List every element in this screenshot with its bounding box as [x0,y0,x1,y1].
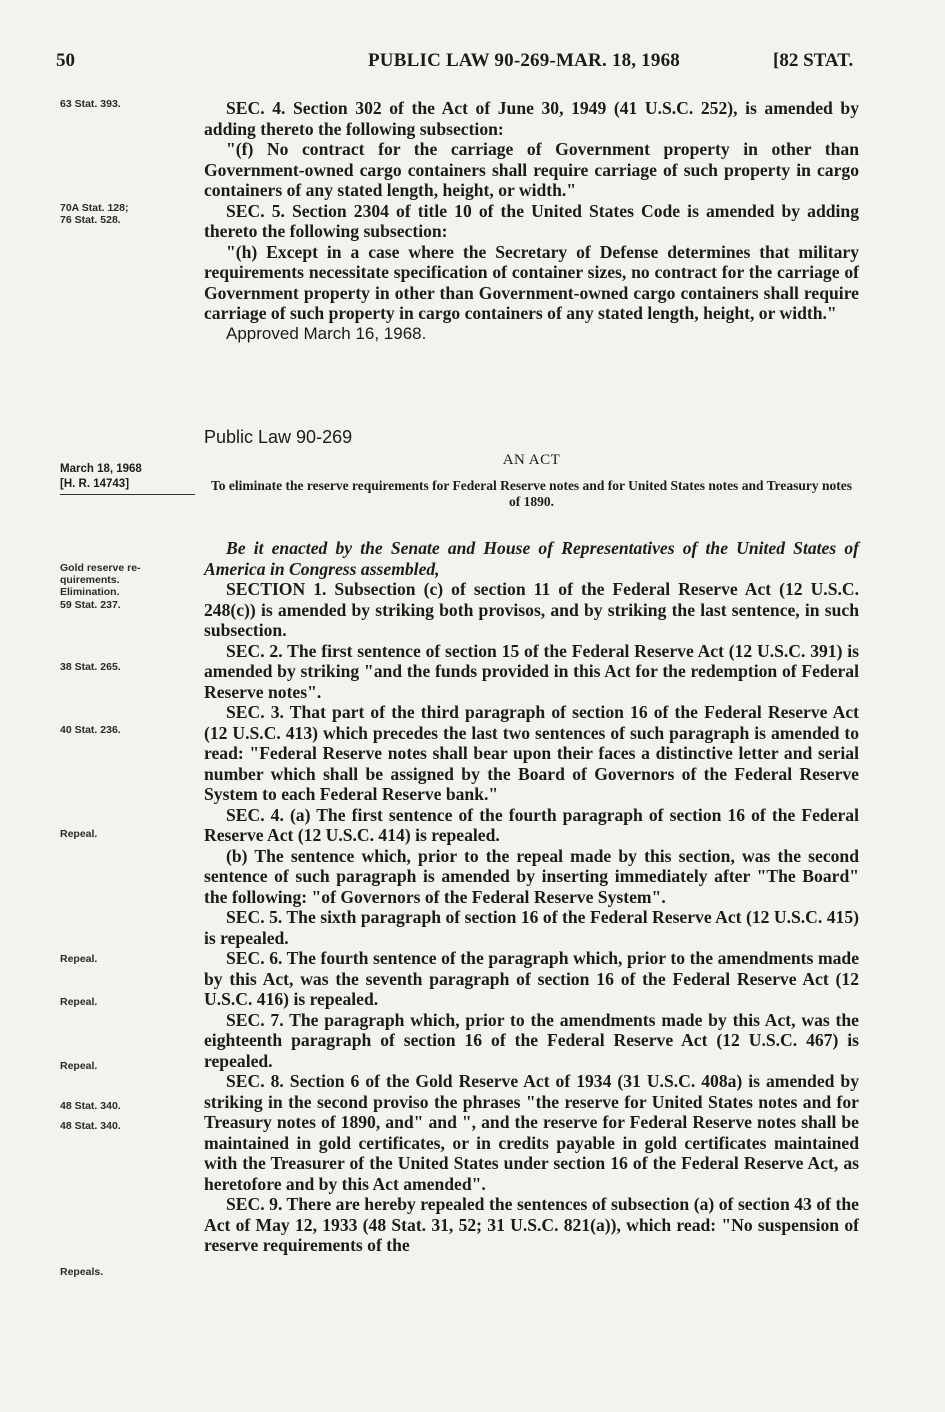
margin-divider [60,494,195,495]
margin-note-repeal: Repeal. [60,828,98,840]
running-title: PUBLIC LAW 90-269-MAR. 18, 1968 [368,50,680,71]
act-section-3: SEC. 3. That part of the third paragraph of section 16 of the Federal Reserve Act (12 U.S.C. 413) which precedes the last two sentences of such paragraph is amended to read: "Federal Reserve notes shall bear upon their faces a distinctive letter and serial number which shall be assigned by the Board of Governors of the Federal Reserve System to each Federal Reserve bank." [204,702,859,804]
margin-note-elimination: Elimination. [60,586,120,598]
margin-note-48-stat: 48 Stat. 340. [60,1100,121,1112]
act-section-1: SECTION 1. Subsection (c) of section 11 of the Federal Reserve Act (12 U.S.C. 248(c)) is amended by striking both provisos, and by striking the last sentence, in such subsection. [204,579,859,640]
bill-number: [H. R. 14743] [60,478,130,490]
margin-note-38-stat: 38 Stat. 265. [60,661,121,673]
act-section-4a: SEC. 4. (a) The first sentence of the fourth paragraph of section 16 of the Federal Reserve Act (12 U.S.C. 414) is repealed. [204,804,859,845]
act-section-4b: (b) The sentence which, prior to the repeal made by this section, was the second sentence of such paragraph is amended by inserting immediately after "The Board" the following: "of Governors of the Federal Reserve System". [204,845,859,907]
previous-law-text [204,98,859,344]
act-section-9: SEC. 9. There are hereby repealed the sentences of subsection (a) of section 43 of the Act of May 12, 1933 (48 Stat. 31, 52; 31 U.S.C. 821(a)), which read: "No suspension of reserve requirements of the [204,1194,859,1255]
act-section-6: SEC. 6. The fourth sentence of the paragraph which, prior to the amendments made by this Act, was the seventh paragraph of section 16 of the Federal Reserve Act (12 U.S.C. 416) is repealed. [204,948,859,1009]
page-number: 50 [56,50,75,71]
act-description: To eliminate the reserve requirements for Federal Reserve notes and for United States notes and Treasury notes of 1890. [211,478,852,509]
margin-note-repeals: Repeals. [60,1266,104,1278]
margin-note-gold-reserve-1: Gold reserve re- [60,562,141,574]
section-5h-text: "(h) Except in a case where the Secretary of Defense determines that military requirements necessitate specification of container sizes, no contract for the carriage of Government property in other than Government-owned cargo containers shall require carriage of such property in cargo containers of any stated length, height, or width." [204,241,859,323]
margin-note-40-stat: 40 Stat. 236. [60,724,121,736]
margin-note-63-stat: 63 Stat. 393. [60,98,121,110]
enacting-clause: Be it enacted by the Senate and House of Representatives of the United States of America in Congress assembled, [204,538,859,579]
act-body [204,538,859,1256]
margin-note-76-stat: 76 Stat. 528. [60,214,121,226]
section-5-text: SEC. 5. Section 2304 of title 10 of the United States Code is amended by adding thereto the following subsection: [204,200,859,241]
margin-note-48-stat: 48 Stat. 340. [60,1120,121,1132]
section-4-text: SEC. 4. Section 302 of the Act of June 30, 1949 (41 U.S.C. 252), is amended by adding thereto the following subsection: [204,98,859,139]
enactment-date: March 18, 1968 [60,463,142,475]
section-4f-text: "(f) No contract for the carriage of Government property in other than Government-owned cargo containers shall require carriage of such property in cargo containers of any stated length, height, or width." [204,139,859,200]
margin-note-repeal: Repeal. [60,996,98,1008]
margin-note-59-stat: 59 Stat. 237. [60,599,121,611]
page-header [0,50,945,80]
margin-note-gold-reserve-2: quirements. [60,574,120,586]
approval-date: Approved March 16, 1968. [226,323,427,343]
public-law-title: Public Law 90-269 [204,427,353,447]
act-section-7: SEC. 7. The paragraph which, prior to the amendments made by this Act, was the eighteenth paragraph of section 16 of the Federal Reserve Act (12 U.S.C. 467) is repealed. [204,1009,859,1071]
act-section-5: SEC. 5. The sixth paragraph of section 16 of the Federal Reserve Act (12 U.S.C. 415) is repealed. [204,907,859,948]
margin-note-repeal: Repeal. [60,953,98,965]
enactment-date-block [60,462,200,492]
an-act-heading: AN ACT [502,452,561,468]
margin-note-70a-stat: 70A Stat. 128; [60,202,129,214]
margin-note-repeal: Repeal. [60,1060,98,1072]
act-section-2: SEC. 2. The first sentence of section 15 of the Federal Reserve Act (12 U.S.C. 391) is amended by striking "and the funds provided in this Act for the redemption of Federal Reserve notes". [204,640,859,702]
act-section-8: SEC. 8. Section 6 of the Gold Reserve Act of 1934 (31 U.S.C. 408a) is amended by striking in the second proviso the phrases "the reserve for United States notes and for Treasury notes of 1890, and" and ", and the reserve for Federal Reserve notes shall be maintained in gold certificates, or in credits payable in gold certificates maintained with the Treasurer of the United States under section 16 of the Federal Reserve Act, as heretofore and by this Act amended". [204,1071,859,1194]
statute-reference: [82 STAT. [773,50,854,71]
